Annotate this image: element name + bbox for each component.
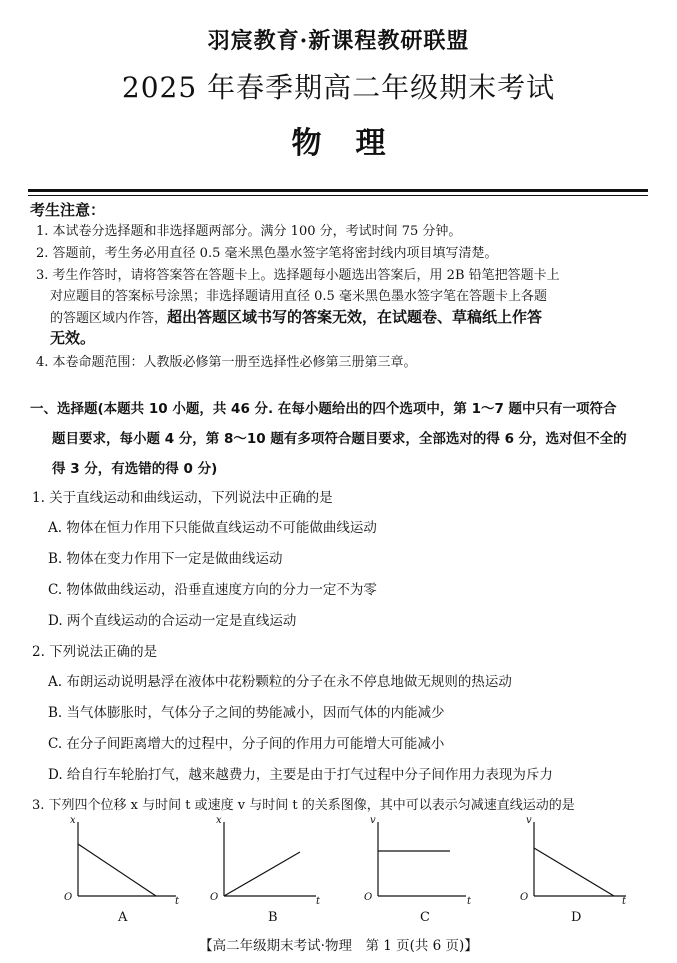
- notice-item-2: 2. 答题前，考生务必用直径 0.5 毫米黑色墨水签字笔将密封线内项目填写清楚。: [36, 246, 498, 261]
- graph-b-y-label: x: [216, 815, 222, 826]
- notice-item-3-cont: 对应题目的答案标号涂黑；非选择题请用直径 0.5 毫米黑色墨水签字笔在答题卡上各题: [50, 289, 547, 304]
- section-heading-line-1: 一、选择题(本题共 10 小题，共 46 分. 在每小题给出的四个选项中，第 1～7 题中只有一项符合: [30, 401, 617, 417]
- header-rule-thick: [28, 189, 648, 192]
- page-footer: 【高二年级期末考试·物理 第 1 页(共 6 页)】: [199, 938, 478, 954]
- header-rule-thin: [28, 195, 648, 196]
- question-3-stem: 3. 下列四个位移 x 与时间 t 或速度 v 与时间 t 的关系图像，其中可以表示匀减速直线运动的是: [32, 798, 575, 813]
- question-2-option-b: B. 当气体膨胀时，气体分子之间的势能减小，因而气体的内能减少: [48, 705, 445, 721]
- question-1-option-a: A. 物体在恒力作用下只能做直线运动不可能做曲线运动: [48, 520, 377, 536]
- graph-b-origin: O: [210, 892, 219, 903]
- notice-item-3: 3. 考生作答时，请将答案答在答题卡上。选择题每小题选出答案后，用 2B 铅笔把答题卡上: [36, 268, 560, 283]
- question-1-option-c: C. 物体做曲线运动，沿垂直速度方向的分力一定不为零: [48, 582, 377, 598]
- notice-emphasis: 超出答题区域书写的答案无效，在试题卷、草稿纸上作答: [167, 308, 543, 326]
- graph-a-x-label: t: [175, 896, 180, 907]
- question-2-stem: 2. 下列说法正确的是: [32, 644, 158, 660]
- question-2-option-d: D. 给自行车轮胎打气，越来越费力，主要是由于打气过程中分子间作用力表现为斥力: [48, 767, 553, 783]
- question-2-option-c: C. 在分子间距离增大的过程中，分子间的作用力可能增大可能减小: [48, 736, 445, 752]
- graph-c-label: C: [420, 910, 430, 925]
- graph-d-label: D: [571, 910, 582, 925]
- graph-d-origin: O: [520, 892, 529, 903]
- notice-emphasis-end: 无效。: [50, 329, 96, 347]
- graph-c-origin: O: [364, 892, 373, 903]
- graph-c-x-label: t: [467, 896, 472, 907]
- graph-d: [526, 818, 636, 900]
- graph-b: [216, 818, 326, 900]
- graph-b-line: [224, 852, 300, 896]
- graph-a: [70, 818, 180, 900]
- organization-title: 羽宸教育·新课程教研联盟: [207, 28, 470, 54]
- graph-d-x-label: t: [622, 896, 627, 907]
- graph-a-origin: O: [64, 892, 73, 903]
- question-2-option-a: A. 布朗运动说明悬浮在液体中花粉颗粒的分子在永不停息地做无规则的热运动: [48, 674, 512, 690]
- graph-d-line: [534, 848, 614, 896]
- notice-item-1: 1. 本试卷分选择题和非选择题两部分。满分 100 分，考试时间 75 分钟。: [36, 224, 462, 239]
- graph-c-y-label: v: [370, 815, 376, 826]
- subject-title: 物理: [291, 126, 420, 161]
- notice-item-4: 4. 本卷命题范围：人教版必修第一册至选择性必修第三册第三章。: [36, 355, 417, 370]
- graph-a-label: A: [118, 910, 128, 925]
- notice-item-3-cont2: [50, 306, 542, 327]
- notice-item-3-text: 的答题区域内作答，: [50, 311, 168, 326]
- notice-heading: 考生注意：: [30, 201, 106, 219]
- graph-d-y-label: v: [526, 815, 532, 826]
- question-1-option-b: B. 物体在变力作用下一定是做曲线运动: [48, 551, 283, 567]
- exam-title: 2025 年春季期高二年级期末考试: [121, 71, 556, 104]
- graph-a-y-label: x: [70, 815, 76, 826]
- section-heading-line-3: 得 3 分，有选错的得 0 分): [52, 461, 218, 477]
- question-1-stem: 1. 关于直线运动和曲线运动，下列说法中正确的是: [32, 490, 333, 506]
- question-1-option-d: D. 两个直线运动的合运动一定是直线运动: [48, 613, 297, 629]
- graph-b-label: B: [268, 910, 278, 925]
- graph-b-x-label: t: [316, 896, 321, 907]
- graph-c: [370, 818, 480, 900]
- section-heading-line-2: 题目要求，每小题 4 分，第 8～10 题有多项符合题目要求，全部选对的得 6 分，选对但不全的: [52, 431, 627, 447]
- graph-a-line: [78, 844, 156, 896]
